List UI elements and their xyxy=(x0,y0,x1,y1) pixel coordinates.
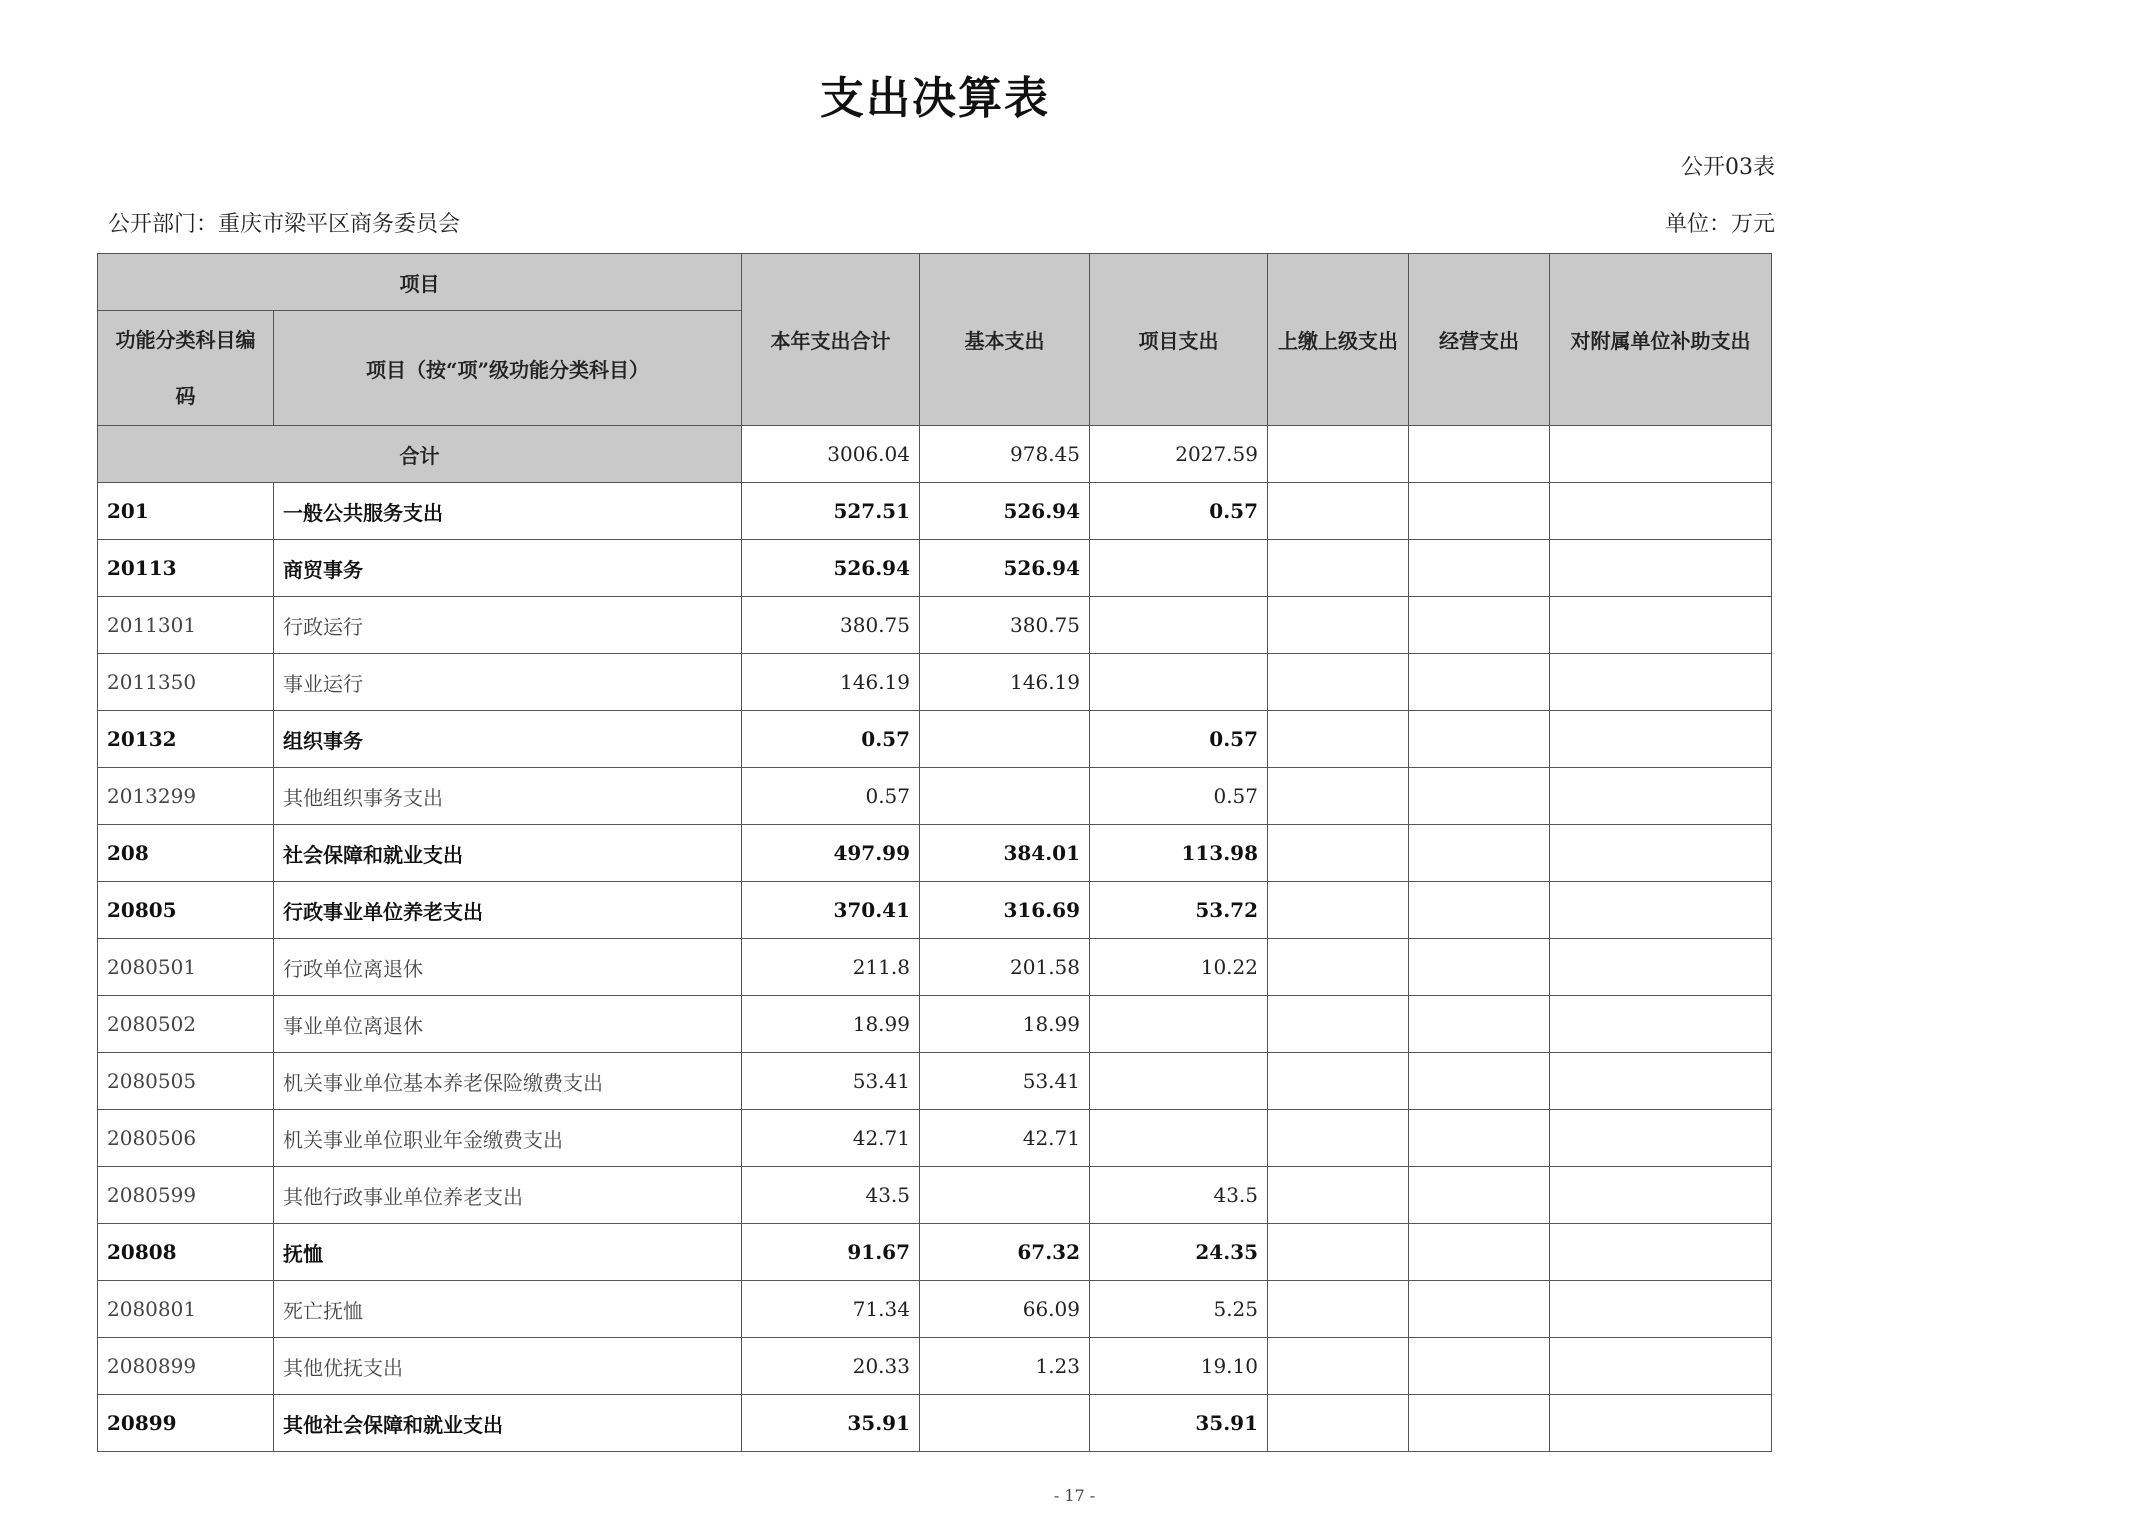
row-code: 2080899 xyxy=(98,1338,274,1395)
row-total: 18.99 xyxy=(742,996,920,1053)
row-name: 其他优抚支出 xyxy=(274,1338,742,1395)
row-basic: 380.75 xyxy=(920,597,1090,654)
row-upper xyxy=(1268,768,1409,825)
row-business xyxy=(1409,1224,1550,1281)
header-item-group: 项目 xyxy=(98,254,742,311)
row-basic: 384.01 xyxy=(920,825,1090,882)
row-project: 0.57 xyxy=(1090,711,1268,768)
table-row xyxy=(98,1053,1772,1110)
row-name: 死亡抚恤 xyxy=(274,1281,742,1338)
row-name: 行政单位离退休 xyxy=(274,939,742,996)
row-business xyxy=(1409,1110,1550,1167)
total-row xyxy=(98,426,1772,483)
row-upper xyxy=(1268,1167,1409,1224)
table-row xyxy=(98,1395,1772,1452)
row-upper xyxy=(1268,882,1409,939)
row-name: 商贸事务 xyxy=(274,540,742,597)
row-code: 201 xyxy=(98,483,274,540)
row-basic: 316.69 xyxy=(920,882,1090,939)
row-name: 其他组织事务支出 xyxy=(274,768,742,825)
row-subsidy xyxy=(1550,882,1772,939)
row-code: 2080801 xyxy=(98,1281,274,1338)
row-subsidy xyxy=(1550,939,1772,996)
row-code: 2011301 xyxy=(98,597,274,654)
row-project: 0.57 xyxy=(1090,483,1268,540)
row-total: 527.51 xyxy=(742,483,920,540)
document-title: 支出决算表 xyxy=(820,73,1050,124)
row-upper xyxy=(1268,540,1409,597)
row-upper xyxy=(1268,996,1409,1053)
row-project: 35.91 xyxy=(1090,1395,1268,1452)
table-row xyxy=(98,1338,1772,1395)
row-project: 53.72 xyxy=(1090,882,1268,939)
total-basic: 978.45 xyxy=(920,426,1090,483)
row-project xyxy=(1090,996,1268,1053)
row-total: 380.75 xyxy=(742,597,920,654)
row-subsidy xyxy=(1550,1224,1772,1281)
row-subsidy xyxy=(1550,711,1772,768)
row-upper xyxy=(1268,654,1409,711)
row-total: 526.94 xyxy=(742,540,920,597)
row-business xyxy=(1409,1167,1550,1224)
table-row xyxy=(98,1224,1772,1281)
table-row xyxy=(98,882,1772,939)
row-basic: 18.99 xyxy=(920,996,1090,1053)
table-row xyxy=(98,711,1772,768)
row-code: 2080599 xyxy=(98,1167,274,1224)
row-name: 机关事业单位基本养老保险缴费支出 xyxy=(274,1053,742,1110)
row-subsidy xyxy=(1550,768,1772,825)
row-basic xyxy=(920,1167,1090,1224)
row-total: 35.91 xyxy=(742,1395,920,1452)
row-code: 2080505 xyxy=(98,1053,274,1110)
row-name: 行政事业单位养老支出 xyxy=(274,882,742,939)
row-subsidy xyxy=(1550,483,1772,540)
table-row xyxy=(98,1281,1772,1338)
row-total: 211.8 xyxy=(742,939,920,996)
row-project: 10.22 xyxy=(1090,939,1268,996)
row-business xyxy=(1409,768,1550,825)
row-subsidy xyxy=(1550,1167,1772,1224)
row-name: 其他行政事业单位养老支出 xyxy=(274,1167,742,1224)
row-subsidy xyxy=(1550,1338,1772,1395)
row-upper xyxy=(1268,1053,1409,1110)
row-upper xyxy=(1268,1281,1409,1338)
row-name: 抚恤 xyxy=(274,1224,742,1281)
row-business xyxy=(1409,654,1550,711)
row-project xyxy=(1090,654,1268,711)
row-code: 20808 xyxy=(98,1224,274,1281)
row-business xyxy=(1409,711,1550,768)
row-code: 2013299 xyxy=(98,768,274,825)
row-subsidy xyxy=(1550,597,1772,654)
table-row xyxy=(98,825,1772,882)
total-label: 合计 xyxy=(98,426,742,483)
row-name: 组织事务 xyxy=(274,711,742,768)
row-basic: 42.71 xyxy=(920,1110,1090,1167)
department-label: 公开部门：重庆市梁平区商务委员会 xyxy=(108,212,461,237)
total-total: 3006.04 xyxy=(742,426,920,483)
row-project: 113.98 xyxy=(1090,825,1268,882)
row-total: 43.5 xyxy=(742,1167,920,1224)
row-name: 事业运行 xyxy=(274,654,742,711)
row-upper xyxy=(1268,711,1409,768)
row-basic: 53.41 xyxy=(920,1053,1090,1110)
row-project: 19.10 xyxy=(1090,1338,1268,1395)
header-item-name: 项目（按“项”级功能分类科目） xyxy=(274,311,742,426)
row-business xyxy=(1409,483,1550,540)
table-row xyxy=(98,483,1772,540)
row-project: 24.35 xyxy=(1090,1224,1268,1281)
row-business xyxy=(1409,996,1550,1053)
table-row xyxy=(98,654,1772,711)
row-subsidy xyxy=(1550,1281,1772,1338)
row-upper xyxy=(1268,1110,1409,1167)
total-business xyxy=(1409,426,1550,483)
row-total: 91.67 xyxy=(742,1224,920,1281)
row-code: 20805 xyxy=(98,882,274,939)
unit-label: 单位：万元 xyxy=(1664,212,1775,237)
header-total: 本年支出合计 xyxy=(742,254,920,426)
row-code: 20132 xyxy=(98,711,274,768)
row-upper xyxy=(1268,825,1409,882)
row-code: 2080501 xyxy=(98,939,274,996)
expenditure-table xyxy=(97,253,1772,1452)
row-project xyxy=(1090,1110,1268,1167)
row-basic xyxy=(920,1395,1090,1452)
row-name: 一般公共服务支出 xyxy=(274,483,742,540)
row-name: 事业单位离退休 xyxy=(274,996,742,1053)
row-upper xyxy=(1268,1338,1409,1395)
table-row xyxy=(98,768,1772,825)
row-code: 20113 xyxy=(98,540,274,597)
row-project: 5.25 xyxy=(1090,1281,1268,1338)
row-upper xyxy=(1268,483,1409,540)
row-business xyxy=(1409,540,1550,597)
row-basic xyxy=(920,711,1090,768)
header-code: 功能分类科目编码 xyxy=(98,311,274,426)
total-subsidy xyxy=(1550,426,1772,483)
row-code: 20899 xyxy=(98,1395,274,1452)
row-total: 53.41 xyxy=(742,1053,920,1110)
row-business xyxy=(1409,1338,1550,1395)
row-subsidy xyxy=(1550,996,1772,1053)
row-business xyxy=(1409,1395,1550,1452)
row-business xyxy=(1409,939,1550,996)
header-basic: 基本支出 xyxy=(920,254,1090,426)
table-row xyxy=(98,540,1772,597)
row-business xyxy=(1409,1053,1550,1110)
header-subsidy: 对附属单位补助支出 xyxy=(1550,254,1772,426)
header-project: 项目支出 xyxy=(1090,254,1268,426)
row-basic: 526.94 xyxy=(920,540,1090,597)
row-basic: 526.94 xyxy=(920,483,1090,540)
row-project: 43.5 xyxy=(1090,1167,1268,1224)
row-business xyxy=(1409,597,1550,654)
row-basic: 1.23 xyxy=(920,1338,1090,1395)
row-code: 2011350 xyxy=(98,654,274,711)
row-project: 0.57 xyxy=(1090,768,1268,825)
row-basic: 66.09 xyxy=(920,1281,1090,1338)
row-name: 机关事业单位职业年金缴费支出 xyxy=(274,1110,742,1167)
table-row xyxy=(98,1110,1772,1167)
row-subsidy xyxy=(1550,825,1772,882)
row-basic: 201.58 xyxy=(920,939,1090,996)
row-code: 208 xyxy=(98,825,274,882)
form-number: 公开03表 xyxy=(1681,155,1775,180)
row-name: 行政运行 xyxy=(274,597,742,654)
total-project: 2027.59 xyxy=(1090,426,1268,483)
row-upper xyxy=(1268,939,1409,996)
row-basic: 67.32 xyxy=(920,1224,1090,1281)
row-subsidy xyxy=(1550,654,1772,711)
row-upper xyxy=(1268,1224,1409,1281)
row-name: 其他社会保障和就业支出 xyxy=(274,1395,742,1452)
row-basic: 146.19 xyxy=(920,654,1090,711)
row-total: 42.71 xyxy=(742,1110,920,1167)
row-subsidy xyxy=(1550,1053,1772,1110)
header-business: 经营支出 xyxy=(1409,254,1550,426)
row-total: 20.33 xyxy=(742,1338,920,1395)
row-subsidy xyxy=(1550,540,1772,597)
row-name: 社会保障和就业支出 xyxy=(274,825,742,882)
table-row xyxy=(98,939,1772,996)
total-upper xyxy=(1268,426,1409,483)
row-business xyxy=(1409,825,1550,882)
row-project xyxy=(1090,597,1268,654)
table-row xyxy=(98,597,1772,654)
page-number: - 17 - xyxy=(1053,1486,1096,1505)
row-total: 370.41 xyxy=(742,882,920,939)
row-project xyxy=(1090,1053,1268,1110)
row-business xyxy=(1409,1281,1550,1338)
row-total: 0.57 xyxy=(742,711,920,768)
header-upper: 上缴上级支出 xyxy=(1268,254,1409,426)
table-row xyxy=(98,996,1772,1053)
table-row xyxy=(98,1167,1772,1224)
row-project xyxy=(1090,540,1268,597)
row-subsidy xyxy=(1550,1395,1772,1452)
row-code: 2080506 xyxy=(98,1110,274,1167)
row-basic xyxy=(920,768,1090,825)
row-total: 146.19 xyxy=(742,654,920,711)
row-code: 2080502 xyxy=(98,996,274,1053)
row-total: 0.57 xyxy=(742,768,920,825)
header-row-1 xyxy=(98,254,1772,311)
row-subsidy xyxy=(1550,1110,1772,1167)
row-total: 71.34 xyxy=(742,1281,920,1338)
row-business xyxy=(1409,882,1550,939)
row-total: 497.99 xyxy=(742,825,920,882)
row-upper xyxy=(1268,1395,1409,1452)
row-upper xyxy=(1268,597,1409,654)
